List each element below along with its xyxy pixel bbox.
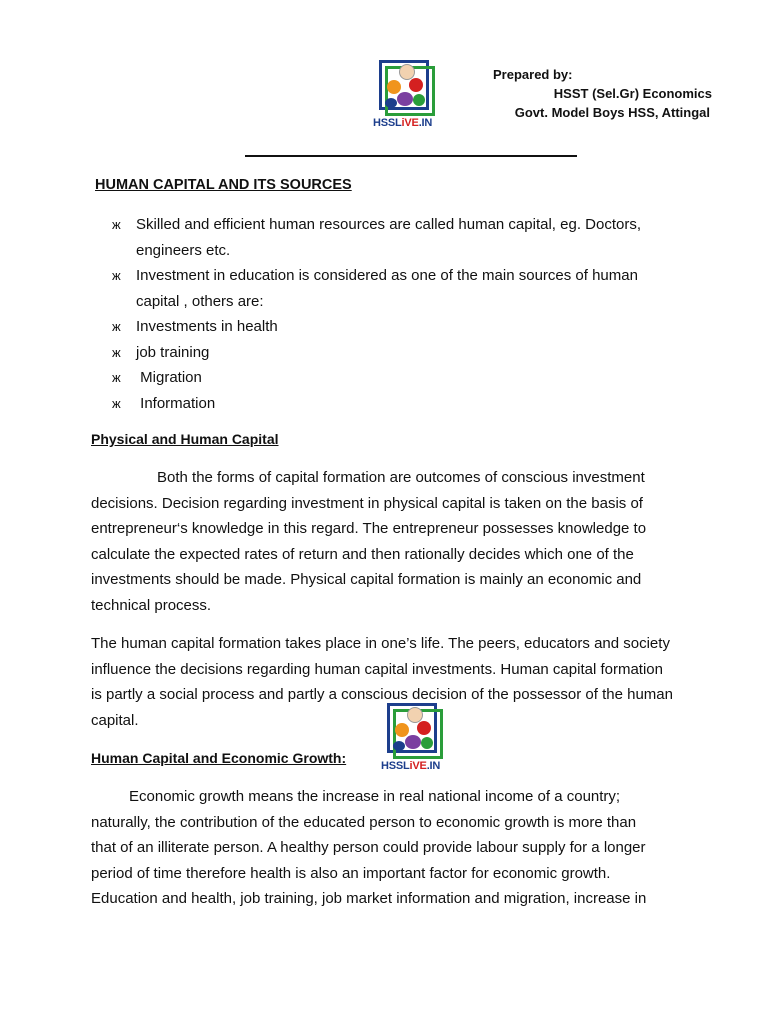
list-item: ж Investment in education is considered as one of the main sources of human capital , others are: (112, 263, 712, 314)
paragraph-economic-growth: Economic growth means the increase in real national income of a country; naturally, the contribution of the educated person to economic growth is more than that of an illiterate person. A healthy person could provide labour supply for a longer period of time therefore health is also an important factor for economic growth. Education and health, job training, job market information and migration, increase in (91, 788, 647, 907)
section-title-human-capital-sources: HUMAN CAPITAL AND ITS SOURCES (95, 177, 352, 193)
hsslive-logo (373, 60, 443, 129)
bullet-mark: ж (112, 370, 121, 385)
bullet-mark: ж (112, 344, 121, 360)
list-item: ж Migration (112, 365, 712, 391)
list-item: ж Investments in health (112, 314, 712, 340)
bullet-mark: ж (112, 268, 121, 283)
logo-artwork (379, 60, 433, 114)
hsslive-logo (381, 703, 451, 772)
prepared-by-label: Prepared by: (493, 67, 573, 82)
logo-wordmark: HSSLiVE.IN (373, 117, 433, 129)
bullet-mark: ж (112, 217, 121, 232)
author-school: Govt. Model Boys HSS, Attingal (514, 105, 710, 120)
bullet-mark: ж (112, 395, 121, 411)
logo-wordmark: HSSLiVE.IN (381, 760, 441, 772)
bullet-mark: ж (112, 319, 121, 334)
author-designation: HSST (Sel.Gr) Economics (553, 86, 712, 101)
list-item: ж Information (112, 391, 712, 417)
sources-bullet-list (112, 212, 712, 416)
paragraph-physical-capital: Both the forms of capital formation are outcomes of conscious investment decisions. Decision regarding investment in physical capital is taken on the basis of entrepreneur‘s knowledge in this regard. The entrepreneur possesses knowledge to calculate the expected rates of return and then rationally decides which one of the investments should be made. Physical capital formation is mainly an economic and technical process. (91, 469, 647, 614)
list-item: ж job training (112, 340, 712, 366)
paragraph-human-capital: The human capital formation takes place in one’s life. The peers, educators and society influence the decisions regarding human capital investments. Human capital formation is partly a social process and partly a conscious decision of the possessor of the human capital. (91, 635, 673, 729)
section-title-physical-human-capital: Physical and Human Capital (91, 431, 279, 447)
logo-artwork (387, 703, 441, 757)
section-title-economic-growth: Human Capital and Economic Growth: (91, 750, 347, 766)
header-divider (245, 155, 577, 157)
list-item: ж Skilled and efficient human resources are called human capital, eg. Doctors, engineers etc. (112, 212, 712, 263)
